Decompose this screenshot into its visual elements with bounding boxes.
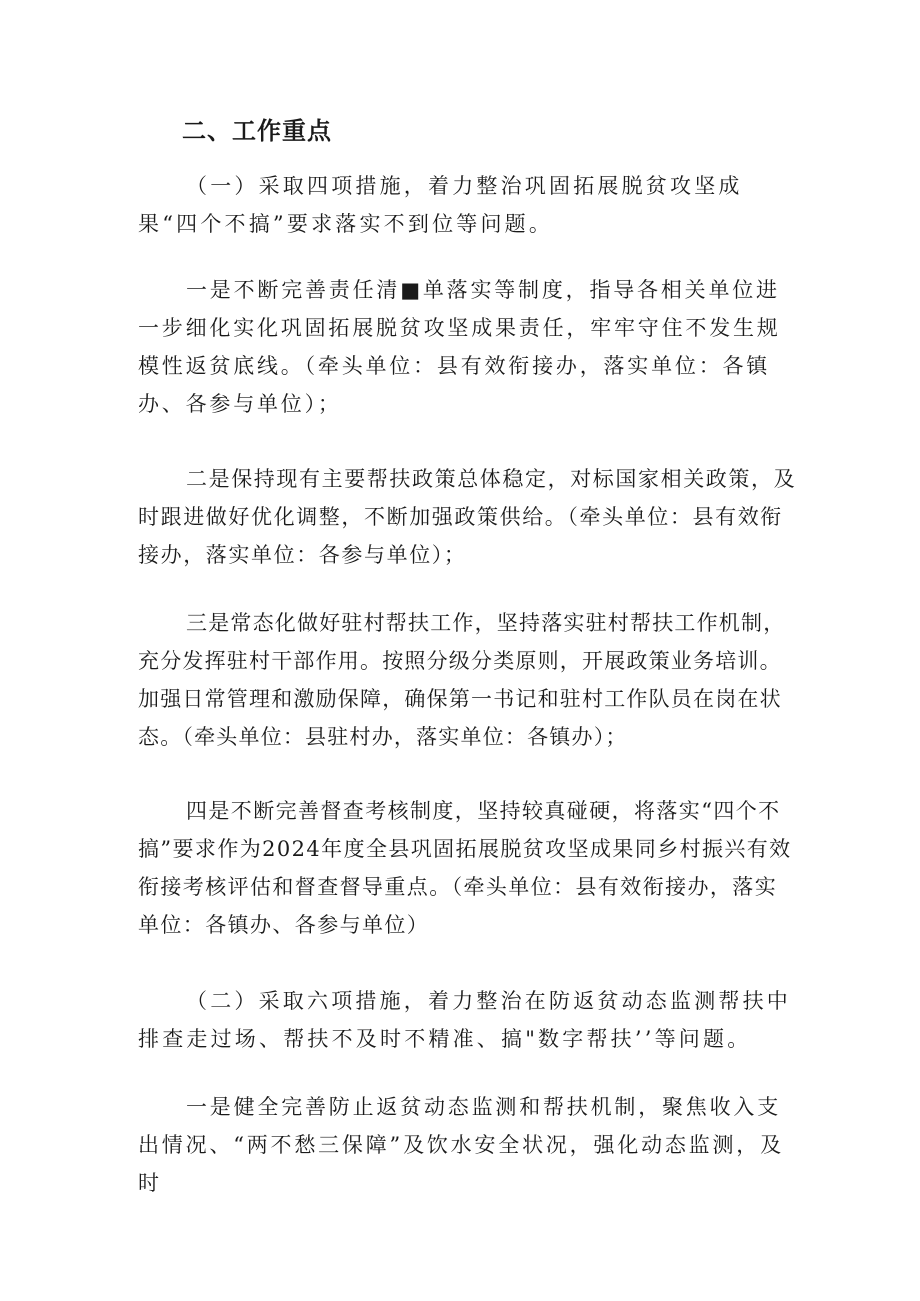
paragraph-measure-2-title: （二）采取六项措施，着力整治在防返贫动态监测帮扶中排查走过场、帮扶不及时不精准、搞"数字帮扶’’等问题。 bbox=[138, 989, 791, 1051]
paragraph-item-5: 一是健全完善防止返贫动态监测和帮扶机制，聚焦收入支出情况、“两不愁三保障”及饮水安全状况，强化动态监测，及时 bbox=[138, 1095, 784, 1195]
section-heading: 二、工作重点 bbox=[182, 117, 332, 145]
paragraph-item-2: 二是保持现有主要帮扶政策总体稳定，对标国家相关政策，及时跟进做好优化调整，不断加强政策供给。（牵头单位：县有效衔接办，落实单位：各参与单位）； bbox=[138, 467, 797, 567]
paragraph-item-3: 三是常态化做好驻村帮扶工作，坚持落实驻村帮扶工作机制，充分发挥驻村干部作用。按照分级分类原则，开展政策业务培训。加强日常管理和激励保障，确保第一书记和驻村工作队员在岗在状态。（牵头单位：县驻村办，落实单位：各镇办）； bbox=[138, 611, 786, 749]
paragraph-item-4: 四是不断完善督查考核制度，坚持较真碰硬，将落实“四个不搞”要求作为2024年度全县巩固拓展脱贫攻坚成果同乡村振兴有效衔接考核评估和督查督导重点。（牵头单位：县有效衔接办，落实单位：各镇办、各参与单位） bbox=[138, 799, 792, 937]
paragraph-measure-1-title: （一）采取四项措施，着力整治巩固拓展脱贫攻坚成果“四个不搞”要求落实不到位等问题。 bbox=[138, 174, 743, 236]
paragraph-item-1: 一是不断完善责任清■单落实等制度，指导各相关单位进一步细化实化巩固拓展脱贫攻坚成果责任，牢牢守住不发生规模性返贫底线。（牵头单位：县有效衔接办，落实单位：各镇办、各参与单位）； bbox=[138, 278, 781, 416]
